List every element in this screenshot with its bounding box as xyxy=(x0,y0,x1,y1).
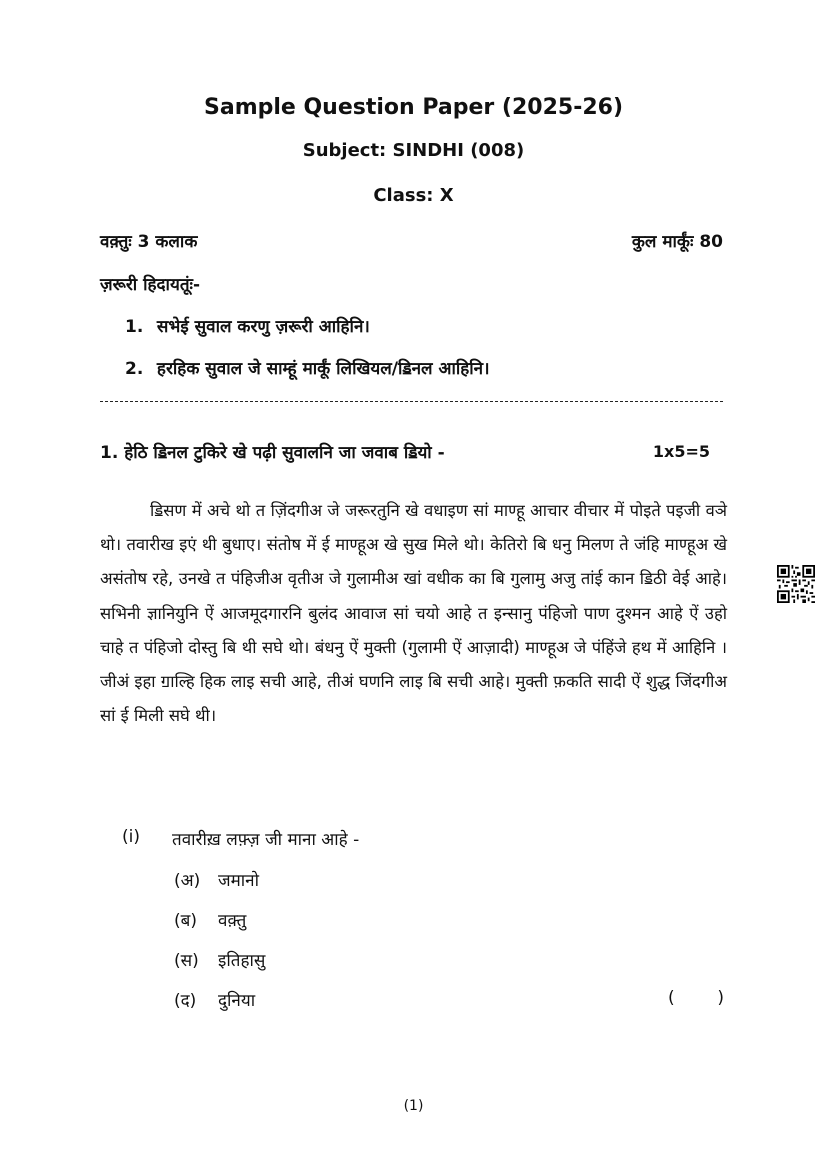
page-number: (1) xyxy=(403,1098,424,1114)
class-line: Class: X xyxy=(373,185,454,206)
question-1-text: 1. हेठि ॾिनल टुकिरे खे पढ़ी सुवालनि जा जवाब ॾियो - xyxy=(100,443,445,463)
qr-code-icon xyxy=(777,565,815,603)
instruction-text: सभेई सुवाल करणु ज़रूरी आहिनि। xyxy=(156,317,370,337)
option-b-label: (ब) xyxy=(174,911,197,931)
subject-line: Subject: SINDHI (008) xyxy=(302,140,525,161)
option-d-label: (द) xyxy=(174,991,197,1011)
option-a-text: जमानो xyxy=(218,871,260,891)
question-1-marks: 1x5=5 xyxy=(652,442,710,461)
instructions-heading: ज़रूरी हिदायतूंः- xyxy=(100,275,200,295)
answer-bracket-close: ) xyxy=(717,988,724,1008)
answer-bracket-open: ( xyxy=(668,988,675,1008)
option-b-text: वक़्तु xyxy=(218,911,247,931)
option-c-label: (स) xyxy=(174,951,199,971)
max-marks: कुल मार्कूंः 80 xyxy=(631,232,723,252)
dashed-divider xyxy=(100,401,723,402)
answer-bracket xyxy=(668,988,724,1008)
passage: ॾिसण में अचे थो त ज़िंदगीअ जे जरूरतुनि खे वधाइण सां माण्हू आचार वीचार में पोइते पइजी वञे थो। तवारीख इएं थी बुधाए। संतोष में ई माण्हूअ खे सुख मिले थो। केतिरो बि धनु मिलण ते जंहि माण्हूअ खे असंतोष रहे, उनखे त पंहिजीअ वृतीअ जे गुलामीअ खां वधीक का बि गुलामु अजु तांई कान ॾिठी वेई आहे। सभिनी ज्ञानियुनि ऐं आजमूदगारनि बुलंद आवाज सां चयो आहे त इन्सानु पंहिजो पाण दुश्मन आहे ऐं उहो चाहे त पंहिजो दोस्तु बि थी सघे थो। बंधनु ऐं मुक्ती (गुलामी ऐं आज़ादी) माण्हूअ जे पंहिंजे हथ में आहिनि । जीअं इहा ॻाल्हि हिक लाइ सची आहे, तीअं घणनि लाइ बि सची आहे। मुक्ती फ़कति सादी ऐं शुद्ध जिंदगीअ सां ई मिली सघे थी। xyxy=(100,501,727,726)
instruction-number: 1. xyxy=(125,317,144,337)
instruction-text: हरहिक सुवाल जे साम्हूं मार्कूं लिखियल/ॾिनल आहिनि। xyxy=(156,359,490,379)
sub-question-number: (i) xyxy=(122,827,140,847)
option-c-text: इतिहासु xyxy=(218,951,266,971)
instruction-number: 2. xyxy=(125,359,144,379)
instruction-item xyxy=(125,314,370,337)
instruction-item xyxy=(125,356,490,379)
sub-question-text: तवारीख़ लफ़्ज़ जी माना आहे - xyxy=(172,830,360,850)
meta-row xyxy=(100,229,723,252)
time-allowed: वक़्तुः 3 कलाक xyxy=(100,232,198,252)
option-d-text: दुनिया xyxy=(218,991,256,1011)
option-a-label: (अ) xyxy=(174,871,201,891)
paper-title: Sample Question Paper (2025-26) xyxy=(204,95,623,120)
question-1-heading xyxy=(100,440,710,463)
